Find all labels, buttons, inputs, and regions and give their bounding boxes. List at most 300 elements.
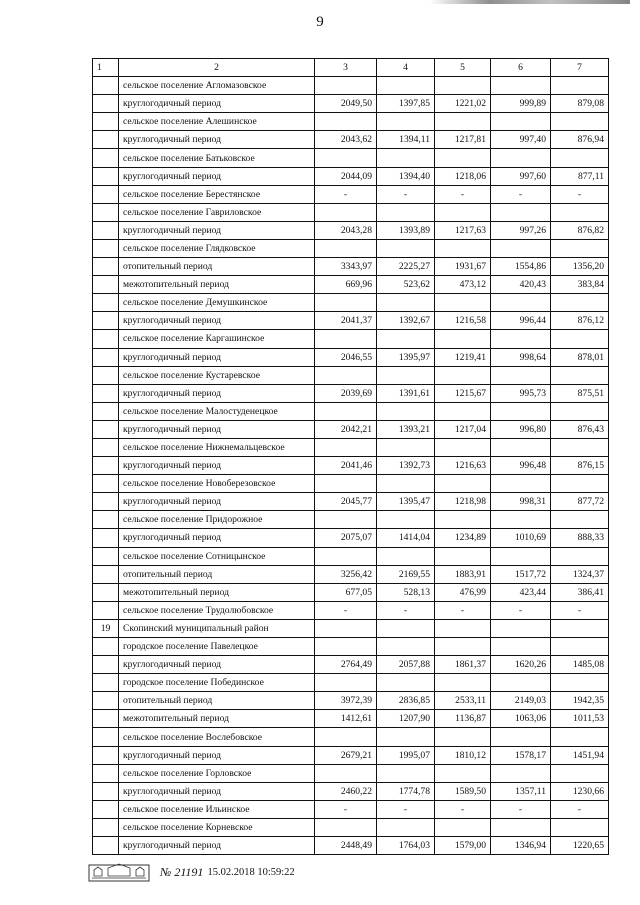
value-cell: 2045,77 xyxy=(315,493,377,511)
group-row xyxy=(93,475,609,493)
empty-cell xyxy=(491,438,551,456)
empty-cell xyxy=(377,366,435,384)
empty-cell xyxy=(435,638,491,656)
group-row xyxy=(93,330,609,348)
empty-cell xyxy=(491,294,551,312)
value-cell: - xyxy=(435,601,491,619)
period-label: круглогодичный период xyxy=(119,348,315,366)
empty-cell xyxy=(491,113,551,131)
data-row xyxy=(93,348,609,366)
empty-cell xyxy=(377,203,435,221)
row-number-cell xyxy=(93,131,119,149)
row-number-cell xyxy=(93,457,119,475)
settlement-name: сельское поселение Ильинское xyxy=(119,800,315,818)
value-cell: 998,31 xyxy=(491,493,551,511)
data-row xyxy=(93,420,609,438)
settlement-name: Скопинский муниципальный район xyxy=(119,619,315,637)
row-number-cell xyxy=(93,167,119,185)
value-cell: 1397,85 xyxy=(377,95,435,113)
row-number-cell xyxy=(93,312,119,330)
value-cell: - xyxy=(491,601,551,619)
empty-cell xyxy=(377,77,435,95)
settlement-name: сельское поселение Алешинское xyxy=(119,113,315,131)
empty-cell xyxy=(551,366,609,384)
empty-cell xyxy=(435,113,491,131)
empty-cell xyxy=(491,366,551,384)
value-cell: 1589,50 xyxy=(435,782,491,800)
empty-cell xyxy=(377,438,435,456)
value-cell: - xyxy=(435,800,491,818)
data-row xyxy=(93,276,609,294)
period-label: круглогодичный период xyxy=(119,656,315,674)
value-cell: 1356,20 xyxy=(551,258,609,276)
value-cell: - xyxy=(435,185,491,203)
group-row xyxy=(93,674,609,692)
period-label: межотопительный период xyxy=(119,710,315,728)
empty-cell xyxy=(491,475,551,493)
value-cell: 996,48 xyxy=(491,457,551,475)
empty-cell xyxy=(435,818,491,836)
settlement-name: сельское поселение Батьковское xyxy=(119,149,315,167)
row-number-cell xyxy=(93,511,119,529)
empty-cell xyxy=(315,294,377,312)
empty-cell xyxy=(435,366,491,384)
value-cell: 1395,97 xyxy=(377,348,435,366)
group-row xyxy=(93,728,609,746)
period-label: круглогодичный период xyxy=(119,420,315,438)
value-cell: 876,12 xyxy=(551,312,609,330)
value-cell: 876,43 xyxy=(551,420,609,438)
value-cell: 888,33 xyxy=(551,529,609,547)
column-header: 1 xyxy=(93,59,119,77)
row-number-cell xyxy=(93,113,119,131)
value-cell: 1579,00 xyxy=(435,837,491,855)
value-cell: 997,60 xyxy=(491,167,551,185)
empty-cell xyxy=(551,113,609,131)
group-row xyxy=(93,77,609,95)
value-cell: 1136,87 xyxy=(435,710,491,728)
period-label: межотопительный период xyxy=(119,583,315,601)
settlement-name: сельское поселение Нижнемальцевское xyxy=(119,438,315,456)
value-cell: - xyxy=(315,185,377,203)
empty-cell xyxy=(551,619,609,637)
column-header: 3 xyxy=(315,59,377,77)
empty-cell xyxy=(377,113,435,131)
value-cell: 1215,67 xyxy=(435,384,491,402)
empty-cell xyxy=(551,638,609,656)
header-row xyxy=(93,59,609,77)
data-row xyxy=(93,565,609,583)
value-cell: 1207,90 xyxy=(377,710,435,728)
empty-cell xyxy=(491,149,551,167)
value-cell: 1394,11 xyxy=(377,131,435,149)
value-cell: 2836,85 xyxy=(377,692,435,710)
column-header: 4 xyxy=(377,59,435,77)
settlement-name: сельское поселение Горловское xyxy=(119,764,315,782)
data-row xyxy=(93,782,609,800)
empty-cell xyxy=(491,330,551,348)
data-row xyxy=(93,457,609,475)
value-cell: 1412,61 xyxy=(315,710,377,728)
stamp-number: № 21191 xyxy=(160,864,204,879)
empty-cell xyxy=(315,764,377,782)
value-cell: 473,12 xyxy=(435,276,491,294)
row-number-cell xyxy=(93,438,119,456)
dash-row xyxy=(93,185,609,203)
value-cell: 1010,69 xyxy=(491,529,551,547)
period-label: отопительный период xyxy=(119,692,315,710)
value-cell: 1220,65 xyxy=(551,837,609,855)
empty-cell xyxy=(435,294,491,312)
value-cell: 1216,63 xyxy=(435,457,491,475)
empty-cell xyxy=(551,77,609,95)
value-cell: 420,43 xyxy=(491,276,551,294)
dash-row xyxy=(93,800,609,818)
settlement-name: сельское поселение Трудолюбовское xyxy=(119,601,315,619)
empty-cell xyxy=(315,203,377,221)
empty-cell xyxy=(491,619,551,637)
value-cell: 2046,55 xyxy=(315,348,377,366)
empty-cell xyxy=(491,674,551,692)
value-cell: 1392,67 xyxy=(377,312,435,330)
period-label: круглогодичный период xyxy=(119,837,315,855)
row-number-cell xyxy=(93,674,119,692)
value-cell: - xyxy=(315,601,377,619)
value-cell: 1346,94 xyxy=(491,837,551,855)
row-number-cell xyxy=(93,601,119,619)
value-cell: 1221,02 xyxy=(435,95,491,113)
settlement-name: городское поселение Павелецкое xyxy=(119,638,315,656)
empty-cell xyxy=(377,511,435,529)
value-cell: 1391,61 xyxy=(377,384,435,402)
row-number-cell xyxy=(93,294,119,312)
value-cell: 386,41 xyxy=(551,583,609,601)
row-number-cell xyxy=(93,366,119,384)
empty-cell xyxy=(315,366,377,384)
period-label: круглогодичный период xyxy=(119,529,315,547)
tariff-table xyxy=(92,58,609,855)
empty-cell xyxy=(551,203,609,221)
empty-cell xyxy=(315,77,377,95)
empty-cell xyxy=(315,674,377,692)
empty-cell xyxy=(491,402,551,420)
empty-cell xyxy=(551,438,609,456)
row-number-cell xyxy=(93,348,119,366)
column-header: 2 xyxy=(119,59,315,77)
empty-cell xyxy=(435,511,491,529)
group-row xyxy=(93,203,609,221)
empty-cell xyxy=(377,475,435,493)
value-cell: 2533,11 xyxy=(435,692,491,710)
value-cell: 1357,11 xyxy=(491,782,551,800)
row-number-cell xyxy=(93,239,119,257)
empty-cell xyxy=(315,438,377,456)
value-cell: 1942,35 xyxy=(551,692,609,710)
empty-cell xyxy=(315,475,377,493)
value-cell: 2764,49 xyxy=(315,656,377,674)
row-number-cell xyxy=(93,692,119,710)
data-row xyxy=(93,167,609,185)
value-cell: 1883,91 xyxy=(435,565,491,583)
empty-cell xyxy=(315,511,377,529)
value-cell: 1234,89 xyxy=(435,529,491,547)
settlement-name: сельское поселение Корневское xyxy=(119,818,315,836)
dash-row xyxy=(93,601,609,619)
value-cell: 2043,62 xyxy=(315,131,377,149)
value-cell: 669,96 xyxy=(315,276,377,294)
scan-artifact xyxy=(430,0,630,4)
value-cell: 1217,81 xyxy=(435,131,491,149)
value-cell: 1517,72 xyxy=(491,565,551,583)
empty-cell xyxy=(491,77,551,95)
value-cell: 2039,69 xyxy=(315,384,377,402)
value-cell: 878,01 xyxy=(551,348,609,366)
period-label: отопительный период xyxy=(119,258,315,276)
row-number-cell xyxy=(93,420,119,438)
value-cell: 2049,50 xyxy=(315,95,377,113)
value-cell: 996,80 xyxy=(491,420,551,438)
value-cell: 2679,21 xyxy=(315,746,377,764)
row-number-cell xyxy=(93,746,119,764)
value-cell: - xyxy=(491,185,551,203)
row-number-cell xyxy=(93,258,119,276)
value-cell: 1451,94 xyxy=(551,746,609,764)
period-label: круглогодичный период xyxy=(119,493,315,511)
row-number-cell xyxy=(93,565,119,583)
page-number: 9 xyxy=(316,14,324,30)
group-row xyxy=(93,638,609,656)
settlement-name: сельское поселение Гавриловское xyxy=(119,203,315,221)
data-row xyxy=(93,131,609,149)
group-row xyxy=(93,149,609,167)
empty-cell xyxy=(377,818,435,836)
settlement-name: сельское поселение Глядковское xyxy=(119,239,315,257)
row-number-cell xyxy=(93,402,119,420)
empty-cell xyxy=(551,511,609,529)
value-cell: - xyxy=(551,601,609,619)
row-number-cell xyxy=(93,185,119,203)
empty-cell xyxy=(435,402,491,420)
value-cell: - xyxy=(377,601,435,619)
value-cell: 1554,86 xyxy=(491,258,551,276)
settlement-name: сельское поселение Демушкинское xyxy=(119,294,315,312)
empty-cell xyxy=(315,619,377,637)
value-cell: 1216,58 xyxy=(435,312,491,330)
row-number-cell xyxy=(93,276,119,294)
empty-cell xyxy=(377,674,435,692)
empty-cell xyxy=(435,764,491,782)
value-cell: 996,44 xyxy=(491,312,551,330)
value-cell: - xyxy=(551,185,609,203)
value-cell: 1620,26 xyxy=(491,656,551,674)
value-cell: 1063,06 xyxy=(491,710,551,728)
empty-cell xyxy=(491,728,551,746)
row-number-cell xyxy=(93,330,119,348)
row-number-cell xyxy=(93,547,119,565)
empty-cell xyxy=(491,638,551,656)
empty-cell xyxy=(435,547,491,565)
column-header: 7 xyxy=(551,59,609,77)
period-label: круглогодичный период xyxy=(119,746,315,764)
data-row xyxy=(93,692,609,710)
empty-cell xyxy=(551,547,609,565)
value-cell: 2460,22 xyxy=(315,782,377,800)
value-cell: 999,89 xyxy=(491,95,551,113)
value-cell: 1218,98 xyxy=(435,493,491,511)
value-cell: 876,82 xyxy=(551,221,609,239)
value-cell: 1394,40 xyxy=(377,167,435,185)
data-row xyxy=(93,312,609,330)
empty-cell xyxy=(551,402,609,420)
value-cell: 995,73 xyxy=(491,384,551,402)
row-number-cell xyxy=(93,529,119,547)
group-row xyxy=(93,402,609,420)
empty-cell xyxy=(551,239,609,257)
settlement-name: сельское поселение Берестянское xyxy=(119,185,315,203)
value-cell: 2225,27 xyxy=(377,258,435,276)
document-footer xyxy=(88,862,295,882)
value-cell: 1395,47 xyxy=(377,493,435,511)
value-cell: 423,44 xyxy=(491,583,551,601)
row-number-cell xyxy=(93,77,119,95)
value-cell: 2043,28 xyxy=(315,221,377,239)
empty-cell xyxy=(435,239,491,257)
data-row xyxy=(93,656,609,674)
empty-cell xyxy=(435,619,491,637)
group-row xyxy=(93,294,609,312)
empty-cell xyxy=(491,547,551,565)
value-cell: 2057,88 xyxy=(377,656,435,674)
empty-cell xyxy=(551,294,609,312)
value-cell: 3343,97 xyxy=(315,258,377,276)
row-number-cell xyxy=(93,818,119,836)
empty-cell xyxy=(491,764,551,782)
empty-cell xyxy=(377,547,435,565)
value-cell: 1011,53 xyxy=(551,710,609,728)
value-cell: 2169,55 xyxy=(377,565,435,583)
value-cell: 476,99 xyxy=(435,583,491,601)
row-number-cell xyxy=(93,384,119,402)
row-number-cell xyxy=(93,656,119,674)
empty-cell xyxy=(435,728,491,746)
empty-cell xyxy=(315,402,377,420)
empty-cell xyxy=(377,294,435,312)
settlement-name: городское поселение Побединское xyxy=(119,674,315,692)
government-seal-icon xyxy=(88,862,150,882)
data-row xyxy=(93,258,609,276)
group-row xyxy=(93,366,609,384)
empty-cell xyxy=(435,203,491,221)
value-cell: - xyxy=(491,800,551,818)
empty-cell xyxy=(315,638,377,656)
empty-cell xyxy=(315,547,377,565)
value-cell: 2041,37 xyxy=(315,312,377,330)
value-cell: 1810,12 xyxy=(435,746,491,764)
group-row xyxy=(93,764,609,782)
settlement-name: сельское поселение Малостуденецкое xyxy=(119,402,315,420)
empty-cell xyxy=(315,818,377,836)
row-number-cell xyxy=(93,638,119,656)
value-cell: 997,40 xyxy=(491,131,551,149)
empty-cell xyxy=(435,149,491,167)
empty-cell xyxy=(377,149,435,167)
value-cell: 677,05 xyxy=(315,583,377,601)
data-row xyxy=(93,221,609,239)
period-label: круглогодичный период xyxy=(119,312,315,330)
value-cell: 2448,49 xyxy=(315,837,377,855)
empty-cell xyxy=(551,818,609,836)
value-cell: 3972,39 xyxy=(315,692,377,710)
value-cell: 997,26 xyxy=(491,221,551,239)
empty-cell xyxy=(377,402,435,420)
period-label: отопительный период xyxy=(119,565,315,583)
value-cell: - xyxy=(315,800,377,818)
value-cell: - xyxy=(551,800,609,818)
empty-cell xyxy=(435,438,491,456)
data-row xyxy=(93,384,609,402)
settlement-name: сельское поселение Вослебовское xyxy=(119,728,315,746)
period-label: круглогодичный период xyxy=(119,457,315,475)
empty-cell xyxy=(377,728,435,746)
value-cell: - xyxy=(377,800,435,818)
period-label: круглогодичный период xyxy=(119,384,315,402)
period-label: круглогодичный период xyxy=(119,221,315,239)
value-cell: 998,64 xyxy=(491,348,551,366)
row-number-cell xyxy=(93,493,119,511)
period-label: круглогодичный период xyxy=(119,167,315,185)
value-cell: 523,62 xyxy=(377,276,435,294)
value-cell: 1861,37 xyxy=(435,656,491,674)
value-cell: 1764,03 xyxy=(377,837,435,855)
empty-cell xyxy=(315,149,377,167)
empty-cell xyxy=(315,728,377,746)
empty-cell xyxy=(315,330,377,348)
empty-cell xyxy=(551,764,609,782)
empty-cell xyxy=(435,77,491,95)
row-number-cell xyxy=(93,837,119,855)
value-cell: 1230,66 xyxy=(551,782,609,800)
row-number-cell xyxy=(93,710,119,728)
empty-cell xyxy=(377,764,435,782)
value-cell: 1414,04 xyxy=(377,529,435,547)
value-cell: 2075,07 xyxy=(315,529,377,547)
stamp-datetime: 15.02.2018 10:59:22 xyxy=(207,866,295,878)
settlement-name: сельское поселение Новоберезовское xyxy=(119,475,315,493)
empty-cell xyxy=(551,674,609,692)
settlement-name: сельское поселение Кустаревское xyxy=(119,366,315,384)
row-number-cell xyxy=(93,95,119,113)
district-number: 19 xyxy=(93,619,119,637)
value-cell: 1217,04 xyxy=(435,420,491,438)
data-row xyxy=(93,583,609,601)
period-label: круглогодичный период xyxy=(119,782,315,800)
data-row xyxy=(93,529,609,547)
value-cell: 1995,07 xyxy=(377,746,435,764)
group-row xyxy=(93,239,609,257)
empty-cell xyxy=(435,475,491,493)
empty-cell xyxy=(551,728,609,746)
empty-cell xyxy=(551,475,609,493)
value-cell: 2042,21 xyxy=(315,420,377,438)
value-cell: - xyxy=(377,185,435,203)
value-cell: 1578,17 xyxy=(491,746,551,764)
data-row xyxy=(93,493,609,511)
group-row xyxy=(93,511,609,529)
empty-cell xyxy=(551,149,609,167)
value-cell: 1219,41 xyxy=(435,348,491,366)
row-number-cell xyxy=(93,583,119,601)
row-number-cell xyxy=(93,149,119,167)
